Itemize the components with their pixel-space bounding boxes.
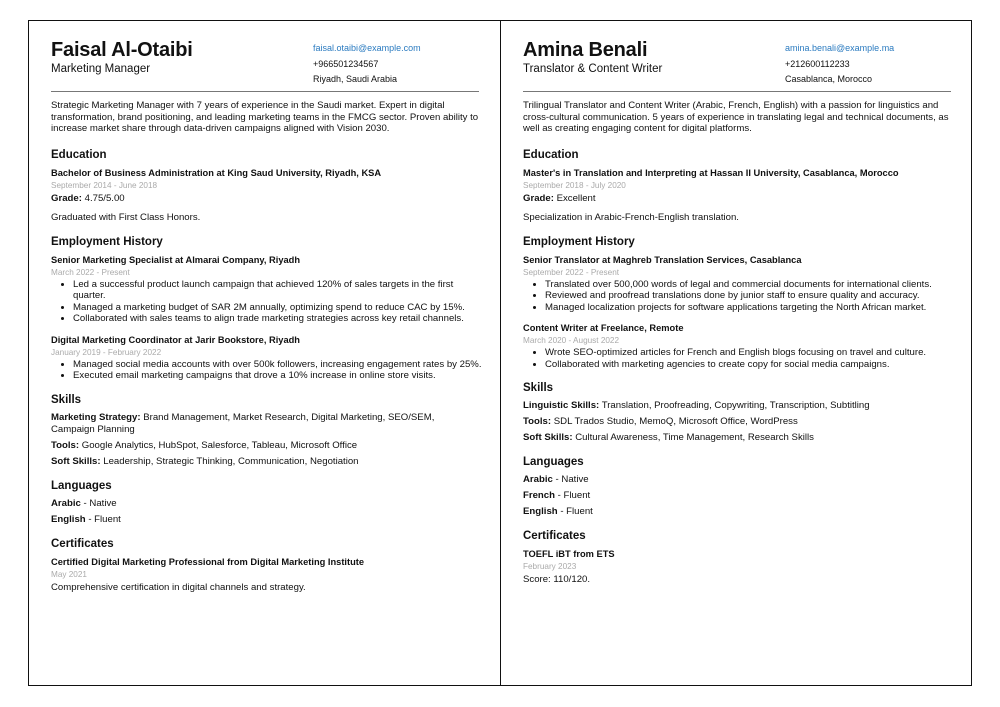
education-description: Specialization in Arabic-French-English translation.: [523, 211, 739, 223]
job-title: Digital Marketing Coordinator at Jarir Bookstore, Riyadh: [51, 334, 300, 345]
resume-header: [523, 39, 949, 91]
certificate-description: Score: 110/120.: [523, 574, 591, 585]
job-bullets: [523, 279, 955, 314]
grade-label: Grade:: [51, 192, 82, 204]
grade-value: Excellent: [553, 192, 596, 204]
bullet-item: • Managed localization projects for software applications targeting the North African market.: [545, 302, 955, 314]
person-name: Faisal Al-Otaibi: [51, 39, 193, 61]
certificate-title: Certified Digital Marketing Professional from Digital Marketing Institute: [51, 556, 365, 567]
skills-section: [523, 382, 949, 444]
section-heading: Skills: [51, 393, 82, 406]
bullet-item: • Led a successful product launch campaign that achieved 120% of sales targets in the first quarter.: [73, 279, 483, 302]
language-level: - Fluent: [555, 490, 591, 501]
skill-value: Brand Management, Market Research, Digital Marketing, SEO/SEM, Campaign Planning: [51, 411, 435, 435]
language-level: - Fluent: [557, 506, 593, 517]
languages-section: [51, 480, 478, 526]
grade-value: 4.75/5.00: [81, 192, 125, 204]
bullet-item: • Wrote SEO-optimized articles for French and English blogs focusing on travel and culture.: [545, 347, 955, 359]
job-dates: January 2019 - February 2022: [51, 347, 162, 357]
skill-label: Marketing Strategy:: [51, 411, 141, 423]
language-row: [51, 514, 471, 526]
grade-label: Grade:: [523, 192, 554, 204]
language-name: English: [523, 506, 558, 517]
job-title: Content Writer at Freelance, Remote: [523, 323, 684, 333]
job-bullets: [51, 279, 483, 325]
job-title: Senior Marketing Specialist at Almarai Company, Riyadh: [51, 254, 301, 265]
skill-row: [51, 440, 471, 452]
skills-section: [51, 394, 478, 468]
language-name: Arabic: [523, 474, 553, 485]
education-dates: September 2014 - June 2018: [51, 180, 158, 190]
skill-value: Cultural Awareness, Time Management, Research Skills: [572, 432, 814, 443]
grade: [51, 192, 478, 205]
bullet-item: • Collaborated with sales teams to align trade marketing strategies across key retail channels.: [73, 313, 483, 325]
language-level: - Native: [80, 497, 117, 509]
section-heading: Certificates: [51, 537, 114, 550]
resume-header: [51, 39, 478, 91]
email-link[interactable]: amina.benali@example.ma: [785, 43, 895, 53]
section-heading: Certificates: [523, 530, 586, 542]
section-heading: Education: [51, 148, 107, 161]
contact-info: [785, 41, 894, 88]
skill-value: SDL Trados Studio, MemoQ, Microsoft Office, WordPress: [551, 416, 798, 427]
skill-label: Tools:: [51, 439, 80, 451]
skill-row: [51, 412, 471, 436]
skill-row: [523, 432, 943, 444]
job-dates: March 2022 - Present: [51, 267, 130, 277]
phone-number: +966501234567: [313, 58, 379, 69]
education-description: Graduated with First Class Honors.: [51, 211, 201, 223]
section-heading: Languages: [51, 479, 112, 492]
skill-value: Translation, Proofreading, Copywriting, Transcription, Subtitling: [599, 400, 870, 411]
summary: Strategic Marketing Manager with 7 years of experience in the Saudi market. Expert in digital transformation, brand positioning, and leading marketing teams in the FMCG sector. Proven ability to increase market share through data-driven campaigns aligned with Vision 2030.: [51, 100, 479, 134]
language-row: [523, 490, 943, 502]
bullet-item: • Managed a marketing budget of SAR 2M annually, optimizing spend to reduce CAC by 15%.: [73, 302, 483, 314]
job-title: Senior Translator at Maghreb Translation Services, Casablanca: [523, 254, 802, 265]
bullet-item: • Reviewed and proofread translations done by junior staff to ensure quality and accuracy.: [545, 290, 955, 302]
job-bullets: [51, 359, 483, 382]
resume-page-faisal: [28, 20, 501, 686]
summary: Trilingual Translator and Content Writer (Arabic, French, English) with a passion for linguistics and cross-cultural communication. 5 years of experience in translating legal and technical documents, as well as creating engaging content for digital platforms.: [523, 100, 949, 134]
skill-value: Google Analytics, HubSpot, Salesforce, Tableau, Microsoft Office: [79, 439, 358, 451]
certificate-date: May 2021: [51, 569, 87, 579]
education-section: [51, 149, 478, 224]
language-row: [51, 498, 471, 510]
location: Riyadh, Saudi Arabia: [313, 74, 398, 84]
job-bullets: [523, 347, 955, 370]
section-heading: Employment History: [523, 235, 635, 248]
phone-number: +212600112233: [785, 58, 850, 69]
job-dates: March 2020 - August 2022: [523, 336, 620, 345]
bullet-item: • Executed email marketing campaigns that drove a 10% increase in online store visits.: [73, 370, 483, 382]
bullet-item: • Managed social media accounts with over 500k followers, increasing engagement rates by 25%.: [73, 359, 483, 371]
education-dates: September 2018 - July 2020: [523, 180, 626, 190]
location: Casablanca, Morocco: [785, 74, 873, 84]
job-title: Translator & Content Writer: [523, 63, 663, 75]
skill-row: [51, 456, 471, 468]
bullet-item: • Collaborated with marketing agencies to create copy for social media campaigns.: [545, 359, 955, 371]
language-row: [523, 474, 943, 486]
grade: [523, 192, 949, 205]
employment-section: [51, 235, 482, 382]
language-name: French: [523, 490, 555, 501]
header-divider: [523, 91, 951, 92]
degree-title: Master's in Translation and Interpreting at Hassan II University, Casablanca, Morocco: [523, 167, 899, 178]
certificate-title: TOEFL iBT from ETS: [523, 549, 615, 559]
contact-info: [313, 41, 421, 88]
skill-label: Linguistic Skills:: [523, 400, 600, 411]
language-level: - Native: [552, 474, 589, 485]
skill-label: Soft Skills:: [523, 432, 573, 443]
languages-section: [523, 456, 949, 518]
education-section: [523, 149, 949, 224]
skill-row: [523, 416, 943, 428]
section-heading: Languages: [523, 456, 584, 468]
section-heading: Employment History: [51, 235, 163, 248]
degree-title: Bachelor of Business Administration at King Saud University, Riyadh, KSA: [51, 167, 382, 178]
language-row: [523, 506, 943, 518]
language-name: English: [51, 513, 86, 525]
skill-label: Tools:: [523, 416, 552, 427]
employment-section: [523, 236, 949, 371]
language-level: - Fluent: [85, 513, 121, 525]
language-name: Arabic: [51, 497, 81, 509]
skill-row: [523, 400, 943, 412]
section-heading: Education: [523, 148, 579, 161]
certificates-section: [523, 530, 949, 586]
section-heading: Skills: [523, 382, 554, 394]
person-name: Amina Benali: [523, 39, 648, 61]
certificates-section: [51, 538, 478, 594]
job-title: Marketing Manager: [51, 63, 151, 75]
skill-value: Leadership, Strategic Thinking, Communication, Negotiation: [100, 455, 359, 467]
bullet-item: • Translated over 500,000 words of legal and commercial documents for international clients.: [545, 279, 955, 291]
certificate-date: February 2023: [523, 562, 577, 571]
job-dates: September 2022 - Present: [523, 267, 620, 277]
skill-label: Soft Skills:: [51, 455, 101, 467]
certificate-description: Comprehensive certification in digital channels and strategy.: [51, 581, 306, 593]
resume-page-amina: [500, 20, 972, 686]
header-divider: [51, 91, 479, 92]
email-link[interactable]: faisal.otaibi@example.com: [313, 43, 421, 53]
